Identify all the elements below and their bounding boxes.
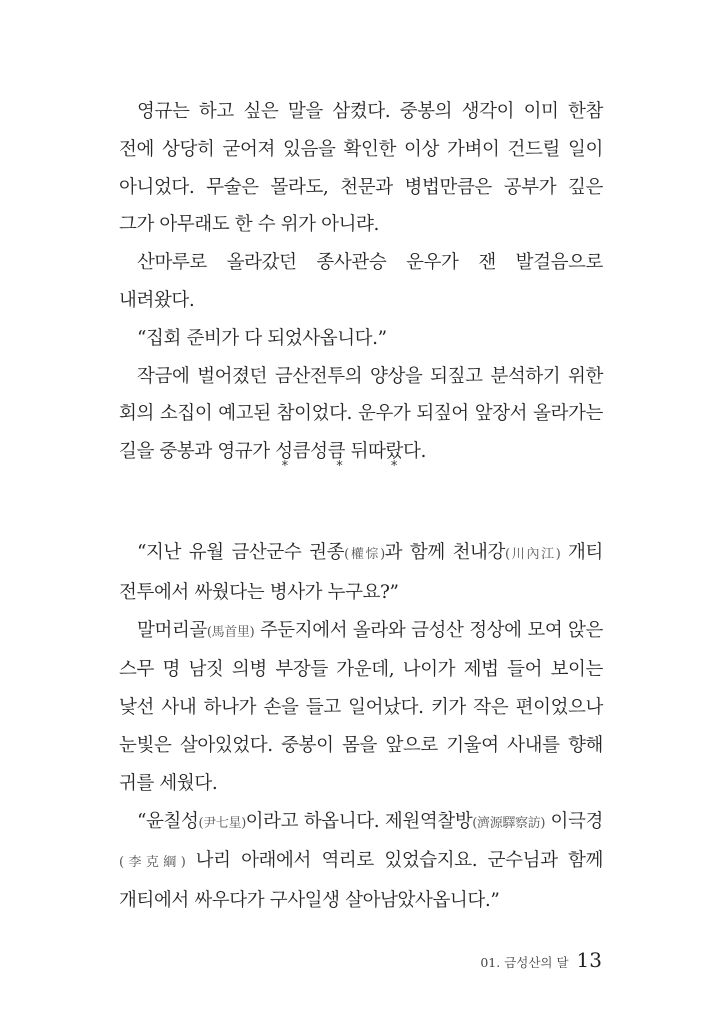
text-run: “지난 유월 금산군수 권종 bbox=[137, 542, 345, 563]
page-number: 13 bbox=[576, 948, 602, 972]
text-run: 개티 전투에서 싸웠다는 병사가 누구요?” bbox=[119, 542, 603, 603]
dialogue-line: “집회 준비가 다 되었사옵니다.” bbox=[137, 327, 387, 349]
dialogue-line bbox=[119, 534, 603, 612]
hanja-annotation: (馬首里) bbox=[206, 624, 255, 640]
chapter-title: 01. 금성산의 달 bbox=[480, 955, 569, 970]
dialogue-line bbox=[119, 803, 603, 920]
paragraph: 영규는 하고 싶은 말을 삼켰다. 중봉의 생각이 이미 한참 전에 상당히 굳어져 있음을 확인한 이상 가벼이 건드릴 일이 아니었다. 무술은 몰라도, 천문과 병법만큼은 공부가 깊은 그가 아무래도 한 수 위가 아니랴. bbox=[119, 101, 603, 236]
text-run: 말머리골 bbox=[137, 619, 207, 641]
hanja-annotation: (尹七星) bbox=[198, 815, 246, 831]
paragraph: 산마루로 올라갔던 종사관승 운우가 잰 발걸음으로 내려왔다. bbox=[119, 252, 603, 311]
hanja-annotation: (權悰) bbox=[344, 547, 385, 562]
paragraph bbox=[119, 612, 603, 803]
scene-break-separator: * * * bbox=[281, 459, 420, 474]
hanja-annotation: (川內江) bbox=[505, 547, 561, 562]
body-text-section-1 bbox=[119, 93, 603, 471]
text-run: 이극경 bbox=[544, 810, 603, 832]
hanja-annotation: (濟源驛察訪) bbox=[472, 815, 545, 831]
text-run: “윤칠성 bbox=[137, 810, 199, 832]
text-run: 이라고 하옵니다. 제원역찰방 bbox=[245, 810, 473, 832]
text-run: 주둔지에서 올라와 금성산 정상에 모여 앉은 스무 명 남짓 의병 부장들 가운데, 나이가 제법 들어 보이는 낯선 사내 하나가 손을 들고 일어났다. 키가 작은 편이었으나 눈빛은 살아있었다. 중봉이 몸을 앞으로 기울여 사내를 향해 귀를 세웠다. bbox=[119, 619, 603, 794]
text-run: 과 함께 천내강 bbox=[384, 542, 506, 563]
hanja-annotation: (李克綱) bbox=[119, 855, 186, 871]
paragraph: 작금에 벌어졌던 금산전투의 양상을 되짚고 분석하기 위한 회의 소집이 예고된 참이었다. 운우가 되짚어 앞장서 올라가는 길을 중봉과 영규가 성큼성큼 뒤따랐다. bbox=[119, 365, 603, 463]
body-text-section-2 bbox=[119, 534, 603, 920]
text-run: 나리 아래에서 역리로 있었습지요. 군수님과 함께 개티에서 싸우다가 구사일생 살아남았사옵니다.” bbox=[119, 850, 603, 912]
page-footer bbox=[480, 948, 602, 972]
